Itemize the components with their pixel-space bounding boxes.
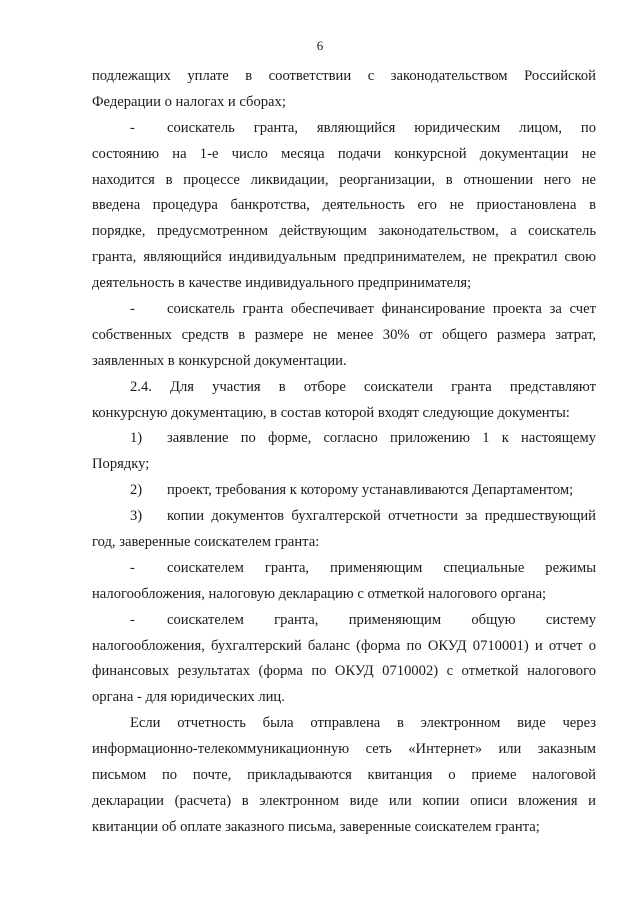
line-text: соискатель гранта, являющийся юридическим лицом, по [167, 119, 596, 136]
list-marker: 3) [130, 508, 143, 525]
document-body [92, 64, 596, 841]
list-item-line [92, 556, 596, 582]
text-line: собственных средств в размере не менее 30% от общего размера затрат, [92, 326, 596, 343]
text-line: год, заверенные соискателем гранта: [92, 534, 320, 551]
list-item-line [92, 504, 596, 530]
line-text: копии документов бухгалтерской отчетности за предшествующий [167, 508, 596, 525]
text-line: Федерации о налогах и сборах; [92, 93, 286, 110]
text-line: Порядку; [92, 456, 150, 473]
list-marker: - [130, 119, 135, 136]
text-line: деятельность в качестве индивидуального предпринимателя; [92, 275, 472, 292]
line-text: проект, требования к которому устанавливаются Департаментом; [167, 482, 574, 499]
line-text: соискателем гранта, применяющим общую систему [167, 611, 596, 628]
text-line: информационно-телекоммуникационную сеть «Интернет» или заказным [92, 741, 596, 758]
text-line: состоянию на 1-е число месяца подачи конкурсной документации не [92, 145, 596, 162]
text-line: конкурсную документацию, в состав которой входят следующие документы: [92, 404, 570, 421]
list-item-line [92, 426, 596, 452]
list-marker: - [130, 301, 135, 318]
text-line: введена процедура банкротства, деятельность его не приостановлена в [92, 197, 596, 214]
line-text: соискатель гранта обеспечивает финансирование проекта за счет [167, 301, 596, 318]
text-line: подлежащих уплате в соответствии с законодательством Российской [92, 68, 596, 84]
text-line: налогообложения, налоговую декларацию с отметкой налогового органа; [92, 585, 547, 602]
list-marker: 1) [130, 430, 143, 447]
text-line: заявленных в конкурсной документации. [92, 352, 347, 369]
text-line: находится в процессе ликвидации, реорганизации, в отношении него не [92, 171, 596, 188]
line-text: заявление по форме, согласно приложению 1 к настоящему [167, 430, 596, 447]
text-line: декларации (расчета) в электронном виде или копии описи вложения и [92, 792, 596, 809]
text-line: Если отчетность была отправлена в электронном виде через [130, 715, 596, 732]
text-line: органа - для юридических лиц. [92, 689, 285, 706]
text-line: финансовых результатах (форма по ОКУД 0710002) с отметкой налогового [92, 663, 596, 680]
text-line: налогообложения, бухгалтерский баланс (форма по ОКУД 0710001) и отчет о [92, 637, 596, 654]
line-text: соискателем гранта, применяющим специальные режимы [167, 559, 596, 576]
list-marker: 2) [130, 482, 143, 499]
text-line: 2.4. Для участия в отборе соискатели гранта представляют [130, 378, 596, 395]
text-line: гранта, являющийся индивидуальным предпринимателем, не прекратил свою [92, 249, 596, 266]
text-line: письмом по почте, прикладываются квитанция о приеме налоговой [92, 767, 596, 784]
text-line: квитанции об оплате заказного письма, заверенные соискателем гранта; [92, 818, 540, 835]
list-item-line [92, 608, 596, 634]
page-number: 6 [316, 38, 324, 53]
list-marker: - [130, 611, 135, 628]
list-item-line [92, 297, 596, 323]
text-line: порядке, предусмотренном действующим законодательством, а соискатель [92, 223, 596, 240]
list-item-line [92, 116, 596, 142]
list-item-line [92, 478, 596, 504]
list-marker: - [130, 559, 135, 576]
